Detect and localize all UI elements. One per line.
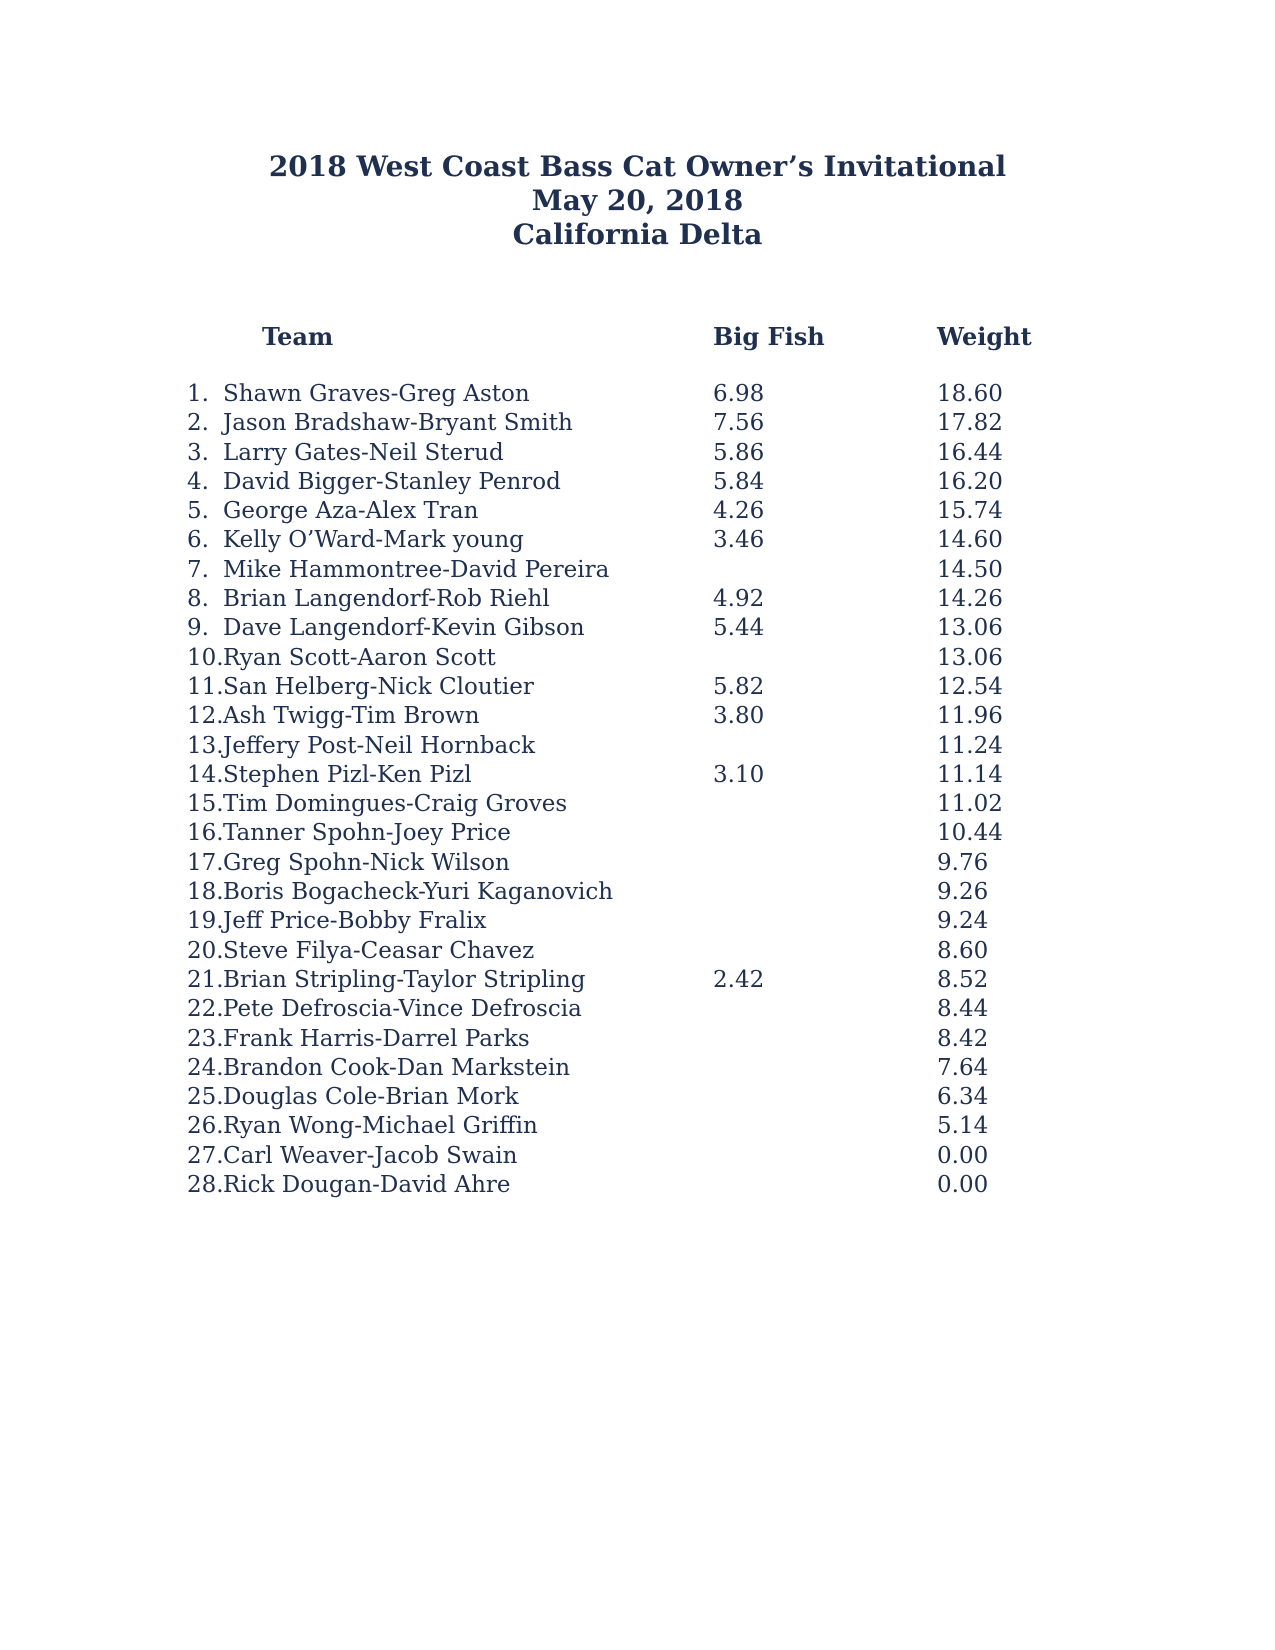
result-team: Dave Langendorf-Kevin Gibson bbox=[223, 615, 585, 642]
result-rank: 19. bbox=[187, 908, 224, 935]
result-rank: 20. bbox=[187, 937, 224, 964]
column-header-big-fish: Big Fish bbox=[713, 322, 825, 351]
result-rank: 22. bbox=[187, 996, 224, 1023]
event-location: California Delta bbox=[512, 218, 763, 251]
result-weight: 6.34 bbox=[937, 1084, 989, 1111]
result-team: Boris Bogacheck-Yuri Kaganovich bbox=[223, 879, 614, 906]
column-header-team: Team bbox=[262, 322, 334, 351]
result-team: Pete Defroscia-Vince Defroscia bbox=[223, 996, 582, 1023]
result-rank: 4. bbox=[187, 468, 209, 495]
result-row bbox=[187, 1112, 1087, 1141]
result-rank: 25. bbox=[187, 1084, 224, 1111]
result-rank: 11. bbox=[187, 673, 224, 700]
event-date: May 20, 2018 bbox=[531, 184, 744, 217]
result-big-fish: 5.86 bbox=[713, 439, 765, 466]
result-weight: 16.44 bbox=[937, 439, 1003, 466]
result-weight: 8.44 bbox=[937, 996, 989, 1023]
result-row bbox=[187, 1083, 1087, 1112]
result-weight: 5.14 bbox=[937, 1113, 989, 1140]
result-rank: 7. bbox=[187, 556, 209, 583]
result-big-fish: 7.56 bbox=[713, 410, 765, 437]
event-name: 2018 West Coast Bass Cat Owner’s Invitational bbox=[268, 150, 1007, 183]
result-weight: 12.54 bbox=[937, 673, 1003, 700]
result-weight: 18.60 bbox=[937, 381, 1003, 407]
result-row bbox=[187, 526, 1087, 555]
result-row bbox=[187, 819, 1087, 848]
result-weight: 11.24 bbox=[937, 732, 1003, 759]
result-rank: 16. bbox=[187, 820, 224, 847]
result-team: Ryan Scott-Aaron Scott bbox=[223, 644, 496, 671]
result-row bbox=[187, 439, 1087, 468]
result-big-fish: 3.10 bbox=[713, 761, 765, 788]
result-weight: 9.24 bbox=[937, 908, 989, 935]
result-team: Carl Weaver-Jacob Swain bbox=[223, 1142, 518, 1169]
results-list bbox=[187, 380, 1087, 1200]
result-row bbox=[187, 468, 1087, 497]
result-team: San Helberg-Nick Cloutier bbox=[223, 673, 534, 700]
result-rank: 14. bbox=[187, 761, 224, 788]
result-weight: 8.42 bbox=[937, 1025, 989, 1052]
result-row bbox=[187, 966, 1087, 995]
result-row bbox=[187, 878, 1087, 907]
result-row bbox=[187, 761, 1087, 790]
result-big-fish: 2.42 bbox=[713, 966, 765, 993]
result-big-fish: 5.44 bbox=[713, 615, 765, 642]
result-row bbox=[187, 614, 1087, 643]
result-rank: 1. bbox=[187, 381, 209, 407]
result-row bbox=[187, 673, 1087, 702]
result-team: Mike Hammontree-David Pereira bbox=[223, 556, 610, 583]
result-weight: 9.26 bbox=[937, 879, 989, 906]
result-big-fish: 4.92 bbox=[713, 586, 765, 613]
result-rank: 2. bbox=[187, 410, 209, 437]
result-row bbox=[187, 585, 1087, 614]
result-row bbox=[187, 849, 1087, 878]
result-team: Stephen Pizl-Ken Pizl bbox=[223, 761, 472, 788]
result-rank: 3. bbox=[187, 439, 209, 466]
result-row bbox=[187, 790, 1087, 819]
result-row bbox=[187, 644, 1087, 673]
result-big-fish: 4.26 bbox=[713, 498, 765, 525]
result-row bbox=[187, 497, 1087, 526]
result-weight: 15.74 bbox=[937, 498, 1003, 525]
result-row bbox=[187, 380, 1087, 409]
result-weight: 9.76 bbox=[937, 849, 989, 876]
result-team: Steve Filya-Ceasar Chavez bbox=[223, 937, 535, 964]
result-team: Jason Bradshaw-Bryant Smith bbox=[223, 410, 573, 437]
result-row bbox=[187, 732, 1087, 761]
result-team: Brandon Cook-Dan Markstein bbox=[223, 1054, 571, 1081]
result-team: David Bigger-Stanley Penrod bbox=[223, 468, 561, 495]
result-rank: 10. bbox=[187, 644, 224, 671]
result-rank: 6. bbox=[187, 527, 209, 554]
result-weight: 10.44 bbox=[937, 820, 1003, 847]
result-team: Rick Dougan-David Ahre bbox=[223, 1172, 511, 1199]
result-rank: 26. bbox=[187, 1113, 224, 1140]
result-weight: 13.06 bbox=[937, 615, 1003, 642]
result-weight: 0.00 bbox=[937, 1172, 989, 1199]
result-weight: 11.02 bbox=[937, 791, 1003, 818]
result-rank: 13. bbox=[187, 732, 224, 759]
result-rank: 12. bbox=[187, 703, 224, 730]
result-big-fish: 3.46 bbox=[713, 527, 765, 554]
result-rank: 27. bbox=[187, 1142, 224, 1169]
result-weight: 17.82 bbox=[937, 410, 1003, 437]
result-row bbox=[187, 995, 1087, 1024]
result-weight: 14.26 bbox=[937, 586, 1003, 613]
result-row bbox=[187, 702, 1087, 731]
result-team: Tim Domingues-Craig Groves bbox=[223, 791, 568, 818]
result-team: Brian Langendorf-Rob Riehl bbox=[223, 586, 550, 613]
result-weight: 7.64 bbox=[937, 1054, 989, 1081]
result-row bbox=[187, 1142, 1087, 1171]
result-rank: 23. bbox=[187, 1025, 224, 1052]
result-big-fish: 5.84 bbox=[713, 468, 765, 495]
result-row bbox=[187, 409, 1087, 438]
result-team: Douglas Cole-Brian Mork bbox=[223, 1084, 519, 1111]
result-weight: 11.14 bbox=[937, 761, 1003, 788]
result-rank: 5. bbox=[187, 498, 209, 525]
result-rank: 21. bbox=[187, 966, 224, 993]
result-team: Brian Stripling-Taylor Stripling bbox=[223, 966, 586, 993]
result-team: Tanner Spohn-Joey Price bbox=[223, 820, 511, 847]
result-row bbox=[187, 1025, 1087, 1054]
result-row bbox=[187, 937, 1087, 966]
result-rank: 17. bbox=[187, 849, 224, 876]
result-row bbox=[187, 556, 1087, 585]
result-rank: 9. bbox=[187, 615, 209, 642]
result-big-fish: 3.80 bbox=[713, 703, 765, 730]
result-big-fish: 6.98 bbox=[713, 381, 765, 407]
result-team: Frank Harris-Darrel Parks bbox=[223, 1025, 530, 1052]
result-row bbox=[187, 1171, 1087, 1200]
result-big-fish: 5.82 bbox=[713, 673, 765, 700]
result-team: Kelly O’Ward-Mark young bbox=[223, 527, 524, 554]
result-rank: 8. bbox=[187, 586, 209, 613]
result-team: Greg Spohn-Nick Wilson bbox=[223, 849, 510, 876]
result-team: Ryan Wong-Michael Griffin bbox=[223, 1113, 538, 1140]
result-row bbox=[187, 1054, 1087, 1083]
result-team: Ash Twigg-Tim Brown bbox=[223, 703, 480, 730]
result-weight: 8.60 bbox=[937, 937, 989, 964]
result-team: Shawn Graves-Greg Aston bbox=[223, 381, 530, 407]
document-title bbox=[0, 150, 1275, 252]
result-team: Larry Gates-Neil Sterud bbox=[223, 439, 504, 466]
result-weight: 8.52 bbox=[937, 966, 989, 993]
result-rank: 24. bbox=[187, 1054, 224, 1081]
result-weight: 11.96 bbox=[937, 703, 1003, 730]
result-team: George Aza-Alex Tran bbox=[223, 498, 479, 525]
result-rank: 28. bbox=[187, 1172, 224, 1199]
column-header-weight: Weight bbox=[937, 322, 1032, 351]
result-weight: 16.20 bbox=[937, 468, 1003, 495]
result-weight: 0.00 bbox=[937, 1142, 989, 1169]
result-weight: 13.06 bbox=[937, 644, 1003, 671]
result-row bbox=[187, 907, 1087, 936]
result-rank: 18. bbox=[187, 879, 224, 906]
result-weight: 14.50 bbox=[937, 556, 1003, 583]
result-team: Jeff Price-Bobby Fralix bbox=[223, 908, 487, 935]
result-weight: 14.60 bbox=[937, 527, 1003, 554]
result-rank: 15. bbox=[187, 791, 224, 818]
result-team: Jeffery Post-Neil Hornback bbox=[223, 732, 536, 759]
